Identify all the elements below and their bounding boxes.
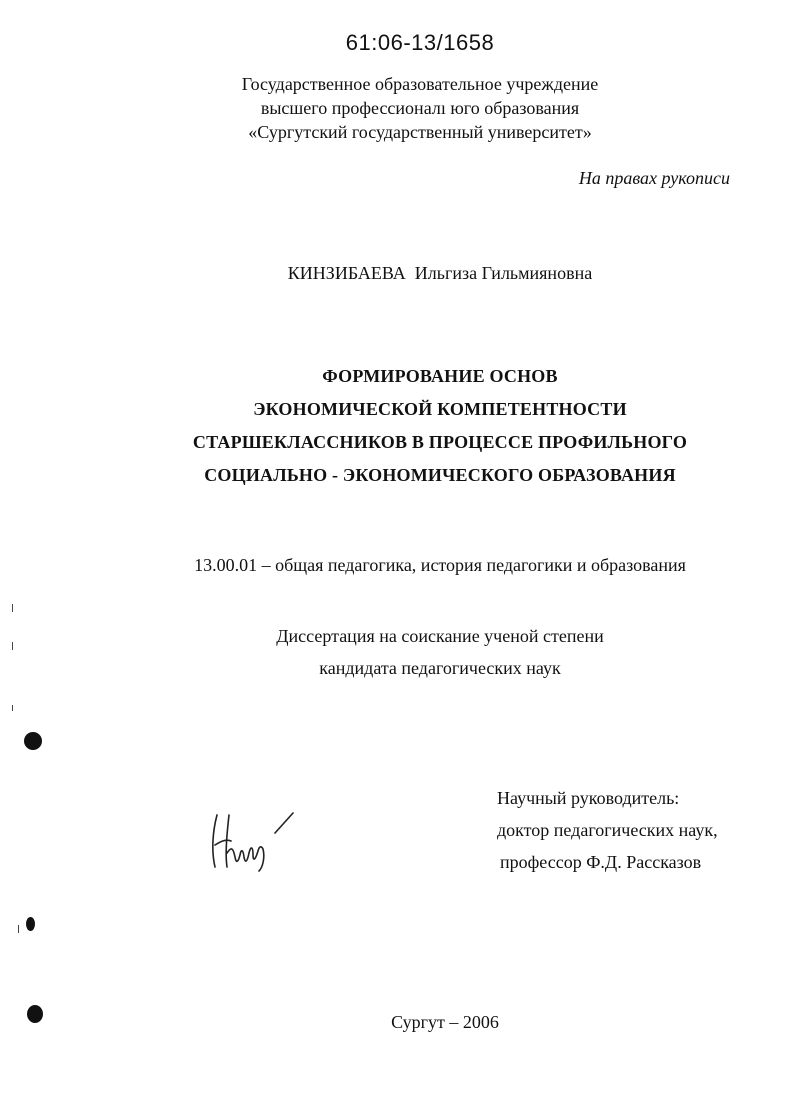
manuscript-note: На правах рукописи — [578, 168, 730, 188]
author-given-names: Ильгиза Гильмияновна — [414, 263, 593, 283]
advisor-label: Научный руководитель: — [497, 788, 680, 808]
degree-line-1: Диссертация на соискание ученой степени — [276, 626, 604, 646]
binding-hole-mark — [26, 917, 35, 931]
institution-line-2: высшего профессионалı юго образования — [260, 98, 580, 118]
advisor-line-1: доктор педагогических наук, — [497, 820, 718, 840]
signature-image — [205, 805, 300, 875]
title-line-2: ЭКОНОМИЧЕСКОЙ КОМПЕТЕНТНОСТИ — [253, 399, 627, 419]
scan-artifact — [12, 642, 13, 650]
author-name — [200, 263, 680, 284]
title-line-1: ФОРМИРОВАНИЕ ОСНОВ — [322, 366, 558, 386]
degree-line-2: кандидата педагогических наук — [319, 658, 561, 678]
author-surname: КИНЗИБАЕВА — [287, 263, 406, 283]
scan-artifact — [18, 925, 19, 933]
advisor-line-2: профессор Ф.Д. Рассказов — [500, 852, 702, 872]
binding-hole-mark — [27, 1005, 43, 1023]
dissertation-title — [130, 360, 750, 492]
title-line-4: СОЦИАЛЬНО - ЭКОНОМИЧЕСКОГО ОБРАЗОВАНИЯ — [204, 465, 676, 485]
institution-line-3: «Сургутский государственный университет» — [248, 122, 592, 142]
scan-artifact — [12, 705, 13, 711]
advisor-block — [497, 782, 718, 878]
catalog-number: 61:06-13/1658 — [345, 30, 495, 55]
specialty-code: 13.00.01 – общая педагогика, история педагогики и образования — [194, 555, 686, 575]
title-line-3: СТАРШЕКЛАССНИКОВ В ПРОЦЕССЕ ПРОФИЛЬНОГО — [192, 432, 688, 452]
institution-block — [180, 72, 660, 144]
institution-line-1: Государственное образовательное учреждение — [241, 74, 599, 94]
binding-hole-mark — [24, 732, 42, 750]
city-year: Сургут – 2006 — [391, 1012, 499, 1032]
scan-artifact — [12, 604, 13, 612]
degree-block — [180, 620, 700, 684]
